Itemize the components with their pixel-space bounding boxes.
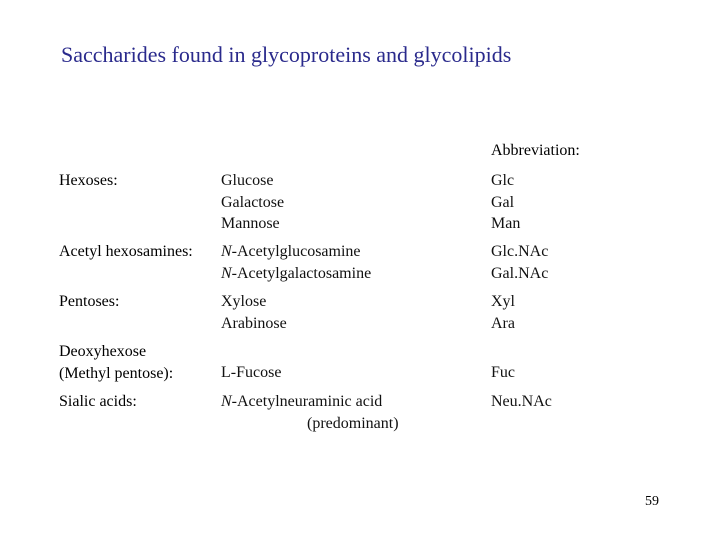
hexoses-names [221, 170, 284, 235]
name-arabinose: Arabinose [221, 314, 287, 332]
category-deoxyhexose-line2: (Methyl pentose): [59, 364, 174, 382]
name-note-predominant: (predominant) [307, 414, 399, 432]
category-hexoses: Hexoses: [59, 172, 118, 189]
deoxyhexose-names [221, 362, 281, 384]
category-sialic-acids: Sialic acids: [59, 393, 137, 410]
sialic-acids-abbreviations [491, 391, 552, 413]
name-l-fucose: L-Fucose [221, 364, 282, 381]
deoxyhexose-abbreviations [491, 362, 515, 384]
slide-title: Saccharides found in glycoproteins and glycolipids [61, 42, 512, 67]
abbr-xyl: Xyl [491, 293, 515, 310]
abbr-neu-nac: Neu.NAc [491, 393, 552, 410]
abbr-gal: Gal [491, 193, 515, 211]
abbr-glc: Glc [491, 172, 515, 189]
abbreviation-column-header: Abbreviation: [491, 142, 580, 159]
name-mannose: Mannose [221, 215, 280, 232]
acetyl-hexosamines-names [221, 241, 371, 284]
acetyl-hexosamines-abbreviations [491, 241, 548, 284]
name-galactose: Galactose [221, 193, 285, 211]
hexoses-abbreviations [491, 170, 520, 235]
pentoses-names [221, 291, 287, 334]
category-deoxyhexose [59, 341, 173, 384]
category-deoxyhexose-line1: Deoxyhexose [59, 343, 147, 360]
category-acetyl-hexosamines: Acetyl hexosamines: [59, 243, 193, 260]
abbr-ara: Ara [491, 314, 515, 332]
abbr-man: Man [491, 215, 521, 232]
name-n-acetylglucosamine: N-Acetylglucosamine [221, 243, 361, 260]
abbr-fuc: Fuc [491, 364, 515, 381]
category-pentoses: Pentoses: [59, 293, 120, 310]
name-glucose: Glucose [221, 172, 274, 189]
name-n-acetylgalactosamine: N-Acetylgalactosamine [221, 264, 372, 282]
name-xylose: Xylose [221, 293, 267, 310]
abbr-gal-nac: Gal.NAc [491, 264, 549, 282]
name-n-acetylneuraminic-acid: N-Acetylneuraminic acid [221, 393, 383, 410]
pentoses-abbreviations [491, 291, 515, 334]
sialic-acids-names [221, 391, 399, 434]
abbr-glc-nac: Glc.NAc [491, 243, 549, 260]
page-number: 59 [645, 494, 659, 509]
